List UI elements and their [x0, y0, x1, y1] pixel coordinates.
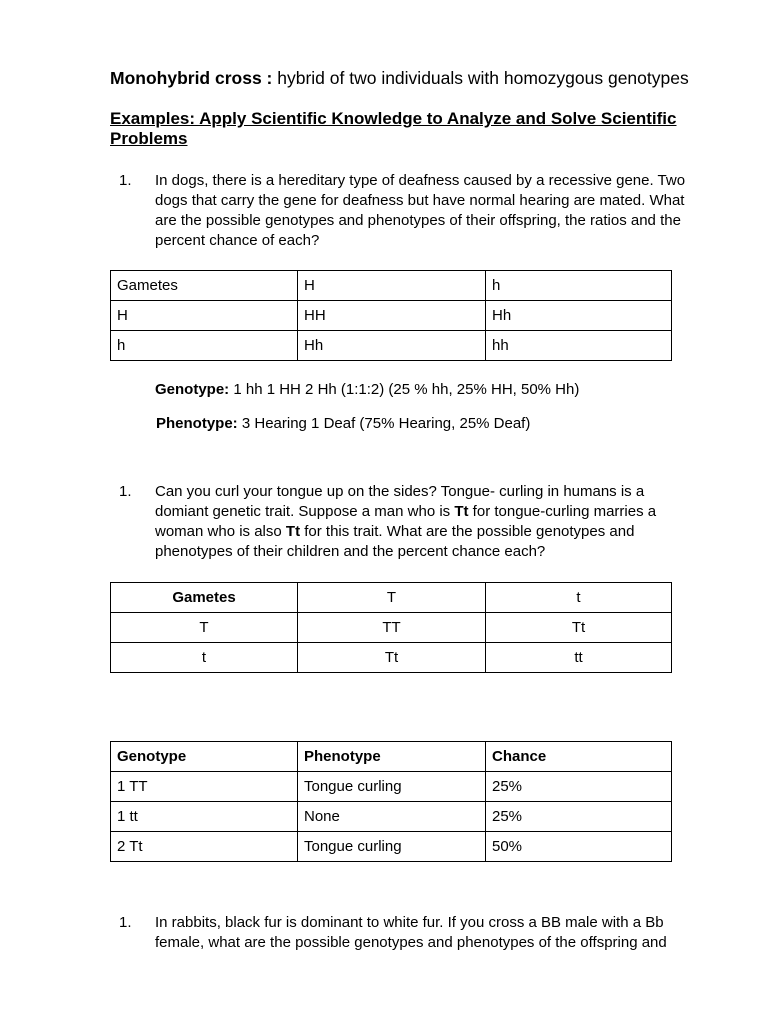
question-text-part: Can you curl your tongue up on the sides? Tongue- curling in humans is a domiant genetic trait. Suppose a man who is [155, 483, 645, 520]
question-text: In rabbits, black fur is dominant to white fur. If you cross a BB male with a Bb female, what are the possible genotypes and phenotypes of the offspring and [155, 914, 667, 951]
table-header-cell: Genotype [111, 742, 298, 772]
table-cell: 1 tt [111, 802, 298, 832]
table-cell: 25% [486, 802, 672, 832]
table-cell: Tongue curling [298, 772, 486, 802]
table-cell: 1 TT [111, 772, 298, 802]
genotype-term: Tt [454, 503, 469, 520]
table-cell: t [111, 643, 298, 673]
table-header-cell: Phenotype [298, 742, 486, 772]
question-text [155, 482, 695, 562]
table-row [111, 643, 672, 673]
page-subtitle: Examples: Apply Scientific Knowledge to Analyze and Solve Scientific Problems [110, 109, 677, 148]
table-row [111, 331, 672, 361]
question-number: 1. [119, 483, 132, 500]
table-cell: 25% [486, 772, 672, 802]
genotype-value: 1 hh 1 HH 2 Hh (1:1:2) (25 % hh, 25% HH, 50% Hh) [229, 381, 580, 398]
table-row [111, 832, 672, 862]
genotype-phenotype-table [110, 741, 672, 862]
table-cell: Tongue curling [298, 832, 486, 862]
genotype-label: Genotype: [155, 381, 230, 398]
question-text-part: for tongue-curling marries a woman who is also [155, 503, 657, 540]
table-cell: 50% [486, 832, 672, 862]
phenotype-value: 3 Hearing 1 Deaf (75% Hearing, 25% Deaf) [237, 415, 531, 432]
table-cell: 2 Tt [111, 832, 298, 862]
table-cell: Gametes [111, 583, 298, 613]
page-title [110, 68, 710, 88]
phenotype-label: Phenotype: [156, 415, 238, 432]
table-row [111, 271, 672, 301]
table-cell: TT [298, 613, 486, 643]
genotype-result [155, 381, 579, 399]
table-cell: Tt [298, 643, 486, 673]
genotype-term: Tt [285, 523, 301, 540]
table-row [111, 583, 672, 613]
table-header-row [111, 742, 672, 772]
table-header-cell: Chance [486, 742, 672, 772]
table-cell: Hh [298, 331, 486, 361]
question-text: In dogs, there is a hereditary type of deafness caused by a recessive gene. Two dogs that carry the gene for deafness but have normal hearing are mated. What are the possible genotypes and phenotypes of their offspring, the ratios and the percent chance of each? [155, 172, 686, 249]
table-cell: Tt [486, 613, 672, 643]
table-cell: hh [486, 331, 672, 361]
table-cell: None [298, 802, 486, 832]
table-cell: t [486, 583, 672, 613]
question-tongue-curling [119, 482, 689, 564]
table-cell: T [111, 613, 298, 643]
title-term: Monohybrid cross : [110, 68, 273, 88]
punnett-square-deafness [110, 270, 672, 361]
question-rabbit-fur [119, 913, 689, 955]
phenotype-result [156, 415, 530, 433]
table-cell: h [486, 271, 672, 301]
punnett-square-tongue [110, 582, 672, 673]
question-text-part: for this trait. What are the possible genotypes and phenotypes of their children and the percent chance each? [155, 523, 635, 560]
table-row [111, 613, 672, 643]
table-cell: T [298, 583, 486, 613]
table-cell: tt [486, 643, 672, 673]
table-row [111, 772, 672, 802]
table-row [111, 802, 672, 832]
table-cell: Hh [486, 301, 672, 331]
table-cell: h [111, 331, 298, 361]
table-cell: H [298, 271, 486, 301]
table-cell: H [111, 301, 298, 331]
table-cell: Gametes [111, 271, 298, 301]
table-cell: HH [298, 301, 486, 331]
question-number: 1. [119, 914, 132, 931]
title-definition: hybrid of two individuals with homozygous genotypes [272, 68, 689, 88]
table-row [111, 301, 672, 331]
question-deafness [119, 171, 689, 253]
question-number: 1. [119, 172, 132, 189]
